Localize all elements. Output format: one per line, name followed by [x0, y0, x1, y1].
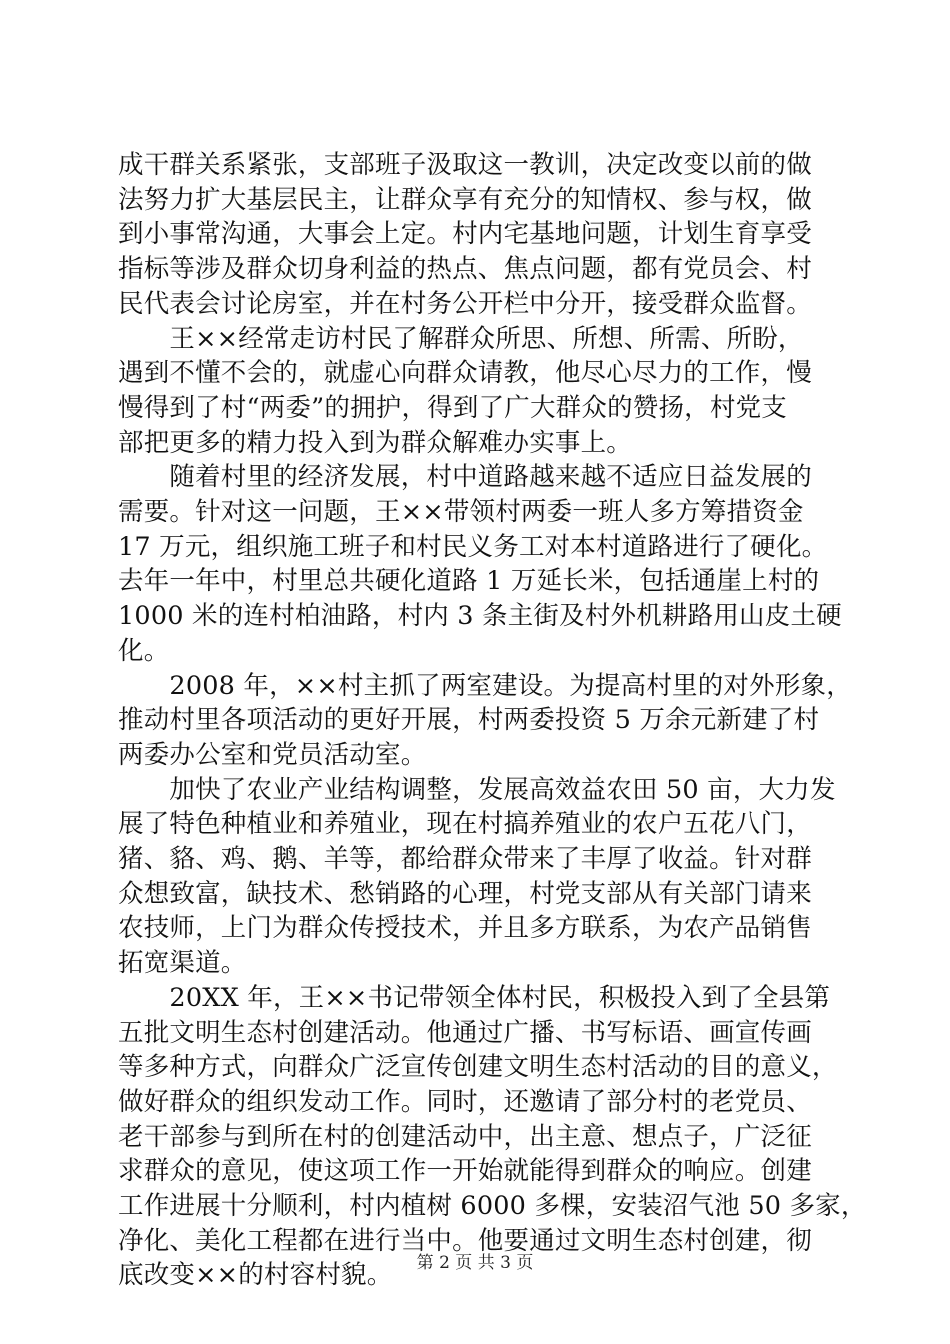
text-line: 猪、貉、鸡、鹅、羊等，都给群众带来了丰厚了收益。针对群: [118, 844, 812, 874]
text-line: 指标等涉及群众切身利益的热点、焦点问题，都有党员会、村: [118, 254, 812, 285]
text-line: 老干部参与到所在村的创建活动中，出主意、想点子，广泛征: [118, 1121, 812, 1152]
text-line: 加快了农业产业结构调整，发展高效益农田 50 亩，大力发: [118, 774, 836, 805]
text-line: 民代表会讨论房室，并在村务公开栏中分开，接受群众监督。: [118, 288, 812, 319]
text-line: 众想致富，缺技术、愁销路的心理，村党支部从有关部门请来: [118, 878, 812, 909]
text-line: 化。: [118, 635, 170, 666]
text-line: 求群众的意见，使这项工作一开始就能得到群众的响应。创建: [118, 1156, 812, 1187]
text-line: 工作进展十分顺利，村内植树 6000 多棵，安装沼气池 50 多家，: [118, 1191, 867, 1221]
text-line: 农技师，上门为群众传授技术，并且多方联系，为农产品销售: [118, 913, 812, 944]
text-line: 净化、美化工程都在进行当中。他要通过文明生态村创建，彻: [118, 1225, 812, 1256]
text-line: 两委办公室和党员活动室。: [118, 739, 427, 770]
text-line: 成干群关系紧张，支部班子汲取这一教训，决定改变以前的做: [118, 150, 812, 180]
text-line: 到小事常沟通，大事会上定。村内宅基地问题，计划生育享受: [118, 219, 812, 250]
text-line: 1000 米的连村柏油路，村内 3 条主街及村外机耕路用山皮土硬: [118, 601, 842, 632]
text-line: 遇到不懂不会的，就虚心向群众请教，他尽心尽力的工作，慢: [118, 358, 812, 389]
text-line: 底改变××的村容村貌。: [118, 1260, 393, 1291]
text-line: 法努力扩大基层民主，让群众享有充分的知情权、参与权，做: [118, 184, 812, 215]
text-line: 20XX 年，王××书记带领全体村民，积极投入到了全县第: [118, 982, 831, 1013]
text-line: 拓宽渠道。: [118, 948, 247, 979]
page-footer: 第 2 页 共 3 页: [416, 1253, 534, 1273]
text-line: 做好群众的组织发动工作。同时，还邀请了部分村的老党员、: [118, 1086, 812, 1117]
text-line: 王××经常走访村民了解群众所思、所想、所需、所盼，: [118, 323, 804, 354]
text-line: 17 万元，组织施工班子和村民义务工对本村道路进行了硬化。: [118, 531, 828, 562]
text-line: 慢得到了村“两委”的拥护，得到了广大群众的赞扬，村党支: [118, 392, 787, 423]
text-line: 随着村里的经济发展，村中道路越来越不适应日益发展的: [118, 462, 812, 493]
text-line: 需要。针对这一问题，王××带领村两委一班人多方筹措资金: [118, 497, 804, 527]
text-line: 等多种方式，向群众广泛宣传创建文明生态村活动的目的意义，: [118, 1052, 838, 1083]
text-line: 五批文明生态村创建活动。他通过广播、书写标语、画宣传画: [118, 1017, 812, 1048]
text-line: 推动村里各项活动的更好开展，村两委投资 5 万余元新建了村: [118, 705, 820, 736]
text-line: 2008 年，××村主抓了两室建设。为提高村里的对外形象，: [118, 670, 852, 701]
text-line: 去年一年中，村里总共硬化道路 1 万延长米，包括通崖上村的: [118, 566, 820, 597]
text-line: 展了特色种植业和养殖业，现在村搞养殖业的农户五花八门，: [118, 809, 812, 840]
text-line: 部把更多的精力投入到为群众解难办实事上。: [118, 427, 633, 458]
